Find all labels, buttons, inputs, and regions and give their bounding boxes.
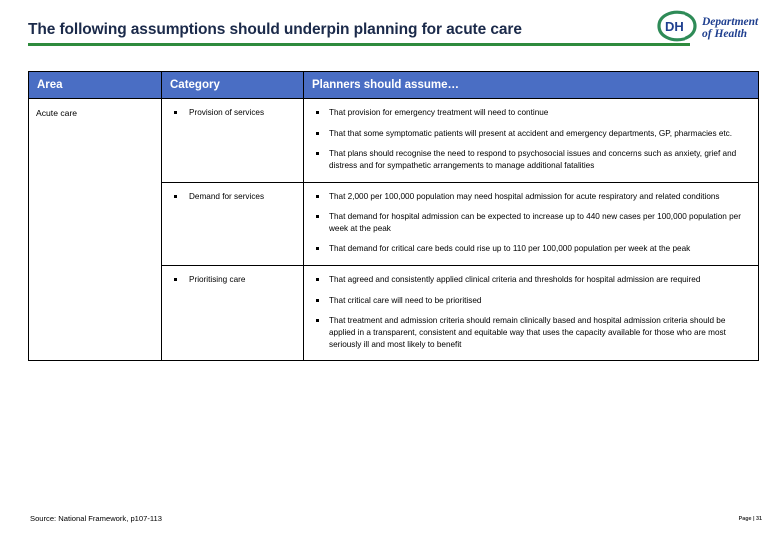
cell-category	[162, 266, 304, 361]
category-bullet-list	[170, 191, 297, 203]
column-header-planners-should-assume: Planners should assume…	[304, 72, 759, 99]
list-item: That treatment and admission criteria should remain clinically based and hospital admission criteria should be applied in a transparent, consistent and equitable way that uses the capacity available for those who are most seriously ill and most likely to benefit	[312, 315, 750, 350]
cell-area	[29, 99, 162, 361]
table-row	[29, 99, 759, 183]
slide-header	[0, 0, 780, 58]
list-item: That provision for emergency treatment will need to continue	[312, 107, 750, 119]
title-underline-rule	[28, 43, 690, 46]
department-of-health-logo	[656, 9, 776, 43]
category-label: Provision of services	[170, 107, 297, 119]
category-label: Prioritising care	[170, 274, 297, 286]
list-item: That plans should recognise the need to respond to psychosocial issues and concerns such as anxiety, grief and distress and for sympathetic arrangements to manage additional fatalities	[312, 148, 750, 171]
table-header-row	[29, 72, 759, 99]
source-note: Source: National Framework, p107-113	[30, 514, 162, 523]
cell-assumptions	[304, 266, 759, 361]
list-item: That demand for hospital admission can be expected to increase up to 440 new cases per 100,000 population per week at the peak	[312, 211, 750, 234]
assumptions-block	[304, 99, 758, 182]
column-header-category: Category	[162, 72, 304, 99]
cell-assumptions	[304, 99, 759, 183]
list-item: That that some symptomatic patients will present at accident and emergency departments, GP, pharmacies etc.	[312, 128, 750, 140]
dh-mark-text: DH	[665, 19, 684, 34]
category-bullet-list	[170, 274, 297, 286]
page-title: The following assumptions should underpin planning for acute care	[28, 21, 522, 38]
list-item: That critical care will need to be prioritised	[312, 295, 750, 307]
list-item: That 2,000 per 100,000 population may need hospital admission for acute respiratory and related conditions	[312, 191, 750, 203]
assumptions-table	[28, 71, 759, 361]
logo-line2: of Health	[702, 28, 748, 40]
assumptions-block	[304, 183, 758, 266]
assumption-bullet-list	[312, 274, 750, 350]
category-bullet-list	[170, 107, 297, 119]
assumption-bullet-list	[312, 107, 750, 172]
area-label: Acute care	[36, 108, 78, 118]
assumptions-block	[304, 266, 758, 360]
cell-category	[162, 99, 304, 183]
list-item: That agreed and consistently applied clinical criteria and thresholds for hospital admission are required	[312, 274, 750, 286]
logo-line1: Department	[702, 16, 759, 28]
cell-assumptions	[304, 182, 759, 266]
category-block	[162, 266, 303, 292]
category-label: Demand for services	[170, 191, 297, 203]
slide-footer	[0, 512, 780, 534]
category-block	[162, 99, 303, 125]
assumption-bullet-list	[312, 191, 750, 256]
page-number: Page | 31	[738, 516, 762, 522]
category-block	[162, 183, 303, 209]
column-header-area: Area	[29, 72, 162, 99]
cell-category	[162, 182, 304, 266]
list-item: That demand for critical care beds could rise up to 110 per 100,000 population per week at the peak	[312, 243, 750, 255]
